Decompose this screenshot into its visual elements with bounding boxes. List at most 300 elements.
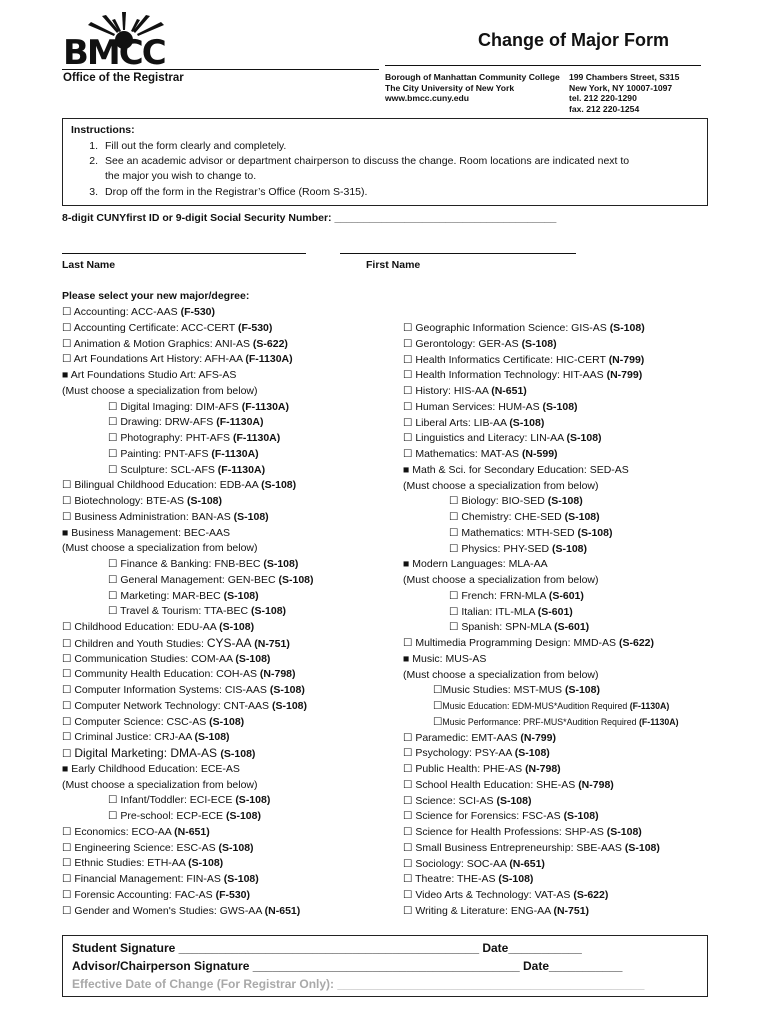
room-location: (N-651)	[264, 904, 301, 917]
office-of-registrar: Office of the Registrar	[63, 72, 184, 84]
major-label: Drawing: DRW-AFS	[120, 416, 217, 429]
major-label: Science for Health Professions: SHP-AS	[415, 826, 607, 838]
major-label: Music Studies: MST-MUS	[442, 684, 565, 697]
major-option[interactable]	[433, 683, 600, 699]
major-option[interactable]	[433, 699, 669, 715]
room-location: (N-798)	[525, 763, 561, 775]
checkbox-icon[interactable]: ☐	[108, 810, 121, 822]
college-info	[385, 72, 560, 104]
major-option[interactable]	[403, 431, 602, 447]
room-location: (S-108)	[564, 684, 600, 697]
major-option[interactable]	[62, 872, 259, 888]
room-location: (N-798)	[259, 668, 296, 681]
major-option[interactable]	[403, 746, 550, 762]
major-label: Multimedia Programming Design: MMD-AS	[415, 637, 619, 649]
major-option[interactable]	[62, 620, 254, 636]
major-label: Sociology: SOC-AA	[415, 857, 510, 870]
major-option[interactable]	[403, 384, 527, 400]
checkbox-icon[interactable]: ☐	[62, 495, 75, 507]
major-option[interactable]	[62, 478, 296, 494]
checkbox-icon[interactable]: ☐	[108, 794, 121, 807]
major-label: Human Services: HUM-AS	[415, 400, 543, 413]
major-option[interactable]	[403, 857, 545, 873]
major-option[interactable]	[449, 605, 573, 621]
major-label: Gerontology: GER-AS	[415, 337, 522, 350]
checkbox-icon[interactable]: ☐	[108, 605, 121, 618]
room-location: (F-530)	[237, 321, 273, 334]
major-option[interactable]	[62, 904, 300, 920]
major-label: Physics: PHY-SED	[461, 542, 552, 555]
checked-box-icon[interactable]: ■	[62, 762, 72, 775]
room-location: (N-651)	[174, 825, 210, 838]
room-location: (N-751)	[254, 637, 290, 650]
major-option[interactable]	[62, 746, 255, 763]
checkbox-icon[interactable]: ☐	[62, 873, 75, 885]
major-label: Early Childhood Education: ECE-AS	[71, 762, 240, 775]
checkbox-icon[interactable]: ☐	[62, 748, 75, 760]
major-label: French: FRN-MLA	[461, 589, 549, 602]
room-location: (S-108)	[606, 826, 642, 838]
major-option[interactable]	[108, 463, 265, 479]
major-label: Engineering Science: ESC-AS	[74, 841, 219, 854]
room-location: (S-108)	[542, 400, 578, 413]
room-location: (S-108)	[551, 542, 587, 555]
checkbox-icon[interactable]: ☐	[449, 605, 462, 618]
major-option[interactable]	[108, 400, 289, 416]
checked-box-icon[interactable]: ■	[62, 369, 71, 381]
major-label: Community Health Education: COH-AS	[74, 668, 260, 681]
major-option[interactable]	[403, 888, 608, 904]
room-location: (S-601)	[554, 621, 590, 634]
room-location: (S-108)	[209, 715, 245, 728]
major-label: Small Business Entrepreneurship: SBE-AAS	[415, 841, 625, 854]
checkbox-icon[interactable]: ☐	[403, 857, 416, 870]
room-location: (F-530)	[215, 888, 251, 901]
major-label: Pre-school: ECP-ECE	[120, 810, 226, 822]
room-location: (S-108)	[609, 322, 645, 334]
major-label: Chemistry: CHE-SED	[461, 511, 565, 523]
major-option[interactable]	[108, 447, 259, 463]
major-label-large: CYS-AA	[206, 635, 255, 650]
major-option[interactable]	[449, 494, 583, 510]
checkbox-icon[interactable]: ☐	[62, 731, 75, 744]
room-location: (S-108)	[498, 873, 534, 886]
major-label: Liberal Arts: LIB-AA	[415, 416, 510, 429]
major-option	[403, 573, 599, 589]
major-option[interactable]	[403, 652, 486, 668]
room-location: (S-108)	[219, 621, 255, 633]
instruction-number: 3.	[89, 186, 98, 198]
major-option[interactable]	[403, 778, 614, 794]
checkbox-icon[interactable]: ☐	[433, 700, 443, 712]
major-label: Theatre: THE-AS	[415, 873, 499, 886]
room-location: (S-622)	[618, 637, 654, 649]
major-option[interactable]	[62, 841, 254, 857]
first-name-input[interactable]	[340, 253, 576, 254]
room-location: (N-799)	[608, 353, 645, 366]
page-title: Change of Major Form	[478, 30, 670, 50]
major-option[interactable]	[108, 809, 261, 825]
logo-text: BMCC	[63, 33, 165, 73]
major-label: (Must choose a specialization from below)	[62, 542, 258, 555]
select-major-prompt: Please select your new major/degree:	[62, 290, 250, 302]
major-option[interactable]	[449, 526, 612, 542]
major-option[interactable]	[62, 526, 230, 542]
major-label: Childhood Education: EDU-AA	[74, 621, 220, 633]
major-label: (Must choose a specialization from below)	[403, 479, 599, 492]
room-location: (S-108)	[251, 605, 287, 618]
address-line: New York, NY 10007-1097	[569, 82, 673, 93]
checkbox-icon[interactable]: ☐	[62, 684, 75, 696]
checkbox-icon[interactable]: ☐	[62, 652, 75, 665]
room-location: (N-798)	[578, 778, 614, 791]
major-option[interactable]	[62, 856, 223, 872]
major-label: Science: SCI-AS	[415, 794, 497, 807]
checkbox-icon[interactable]: ☐	[62, 715, 75, 728]
major-label: Public Health: PHE-AS	[415, 763, 526, 775]
major-label: Math & Sci. for Secondary Education: SED-AS	[412, 463, 629, 476]
checkbox-icon[interactable]: ☐	[433, 715, 443, 728]
major-label: School Health Education: SHE-AS	[415, 778, 579, 791]
major-option[interactable]	[403, 794, 531, 810]
instructions-title: Instructions:	[71, 124, 135, 136]
major-label: Science for Forensics: FSC-AS	[415, 810, 564, 823]
major-label: Italian: ITL-MLA	[461, 605, 538, 618]
checkbox-icon[interactable]: ☐	[108, 589, 121, 602]
checkbox-icon[interactable]: ☐	[403, 731, 416, 744]
room-location: (S-108)	[233, 510, 269, 523]
major-label: Video Arts & Technology: VAT-AS	[415, 889, 574, 901]
major-option	[403, 668, 599, 684]
checkbox-icon[interactable]: ☐	[108, 463, 121, 476]
checkbox-icon[interactable]: ☐	[62, 353, 74, 366]
major-option[interactable]	[62, 321, 272, 337]
checked-box-icon[interactable]: ■	[403, 652, 413, 665]
instruction-number: 2.	[89, 155, 98, 167]
major-option[interactable]	[62, 715, 244, 731]
instruction-text: See an academic advisor or department chairperson to discuss the change. Room locations are indicated next to	[105, 155, 630, 167]
checkbox-icon[interactable]: ☐	[108, 416, 121, 429]
checkbox-icon[interactable]: ☐	[403, 904, 416, 917]
major-option[interactable]	[108, 415, 264, 431]
room-location: (S-108)	[223, 873, 259, 885]
major-option[interactable]	[62, 337, 288, 353]
major-option[interactable]	[403, 872, 533, 888]
major-label: Accounting Certificate: ACC-CERT	[73, 321, 238, 334]
room-location: (S-108)	[225, 810, 261, 822]
checkbox-icon[interactable]: ☐	[433, 684, 443, 697]
room-location: (S-601)	[537, 605, 573, 618]
major-label: Communication Studies: COM-AA	[74, 652, 236, 665]
room-location: (S-108)	[194, 731, 230, 744]
major-option[interactable]	[449, 510, 600, 526]
major-option[interactable]	[62, 352, 293, 368]
major-label: Travel & Tourism: TTA-BEC	[120, 605, 252, 618]
phone: tel. 212 220-1290	[569, 93, 637, 103]
room-location: (S-108)	[509, 416, 545, 429]
major-option[interactable]	[62, 636, 290, 653]
major-option[interactable]	[62, 825, 210, 841]
checkbox-icon[interactable]: ☐	[62, 510, 75, 523]
major-option[interactable]	[449, 620, 589, 636]
checked-box-icon[interactable]: ■	[403, 463, 413, 476]
major-option[interactable]	[108, 431, 280, 447]
major-label: Business Administration: BAN-AS	[74, 510, 234, 523]
major-option[interactable]	[403, 731, 556, 747]
checkbox-icon[interactable]: ☐	[449, 589, 462, 602]
major-option[interactable]	[403, 636, 654, 652]
room-location: (S-108)	[271, 699, 307, 712]
checkbox-icon[interactable]: ☐	[62, 825, 75, 838]
major-label: Music: MUS-AS	[412, 652, 487, 665]
major-label: Painting: PNT-AFS	[120, 447, 212, 460]
major-option[interactable]	[62, 730, 230, 746]
checkbox-icon[interactable]: ☐	[449, 526, 462, 539]
room-location: (N-751)	[553, 904, 590, 917]
major-option[interactable]	[62, 683, 305, 699]
room-location: (S-108)	[514, 747, 550, 760]
major-option[interactable]	[449, 542, 587, 558]
room-location: (N-651)	[509, 857, 545, 870]
major-label: Music Performance: PRF-MUS*Audition Required	[442, 716, 639, 727]
checkbox-icon[interactable]: ☐	[403, 826, 416, 838]
major-label: Photography: PHT-AFS	[120, 432, 233, 444]
checkbox-icon[interactable]: ☐	[403, 353, 416, 366]
checkbox-icon[interactable]: ☐	[403, 873, 416, 886]
major-label: Gender and Women's Studies: GWS-AA	[74, 904, 265, 917]
checkbox-icon[interactable]: ☐	[403, 889, 416, 901]
checkbox-icon[interactable]: ☐	[108, 558, 121, 570]
checkbox-icon[interactable]: ☐	[62, 306, 74, 318]
major-option[interactable]	[62, 762, 240, 778]
checkbox-icon[interactable]: ☐	[62, 321, 74, 334]
major-option[interactable]	[108, 604, 286, 620]
major-label: Bilingual Childhood Education: EDB-AA	[74, 479, 262, 492]
instruction-text: Fill out the form clearly and completely.	[105, 140, 287, 152]
major-option[interactable]	[403, 321, 645, 337]
major-option[interactable]	[403, 841, 660, 857]
room-location: (S-108)	[218, 841, 254, 854]
instruction-text: the major you wish to change to.	[105, 170, 257, 182]
major-option[interactable]	[403, 353, 644, 369]
major-label: Art Foundations Art History: AFH-AA	[73, 353, 246, 366]
major-option[interactable]	[403, 416, 544, 432]
checkbox-icon[interactable]: ☐	[403, 778, 416, 791]
major-option[interactable]	[403, 557, 548, 573]
last-name-input[interactable]	[62, 253, 306, 254]
student-signature-line[interactable]: Student Signature _____________________________________________ Date___________	[72, 941, 582, 955]
room-location: (S-108)	[563, 810, 599, 823]
checkbox-icon[interactable]: ☐	[403, 385, 416, 397]
checkbox-icon[interactable]: ☐	[403, 810, 416, 823]
major-option[interactable]	[62, 494, 222, 510]
room-location: (F-1130A)	[245, 353, 293, 366]
major-option[interactable]	[433, 715, 679, 731]
id-field[interactable]	[62, 212, 556, 224]
major-label: Marketing: MAR-BEC	[120, 589, 224, 602]
checkbox-icon[interactable]: ☐	[449, 542, 462, 555]
room-location: (S-601)	[548, 589, 584, 602]
college-line: Borough of Manhattan Community College	[385, 72, 560, 82]
major-label: Writing & Literature: ENG-AA	[415, 904, 554, 917]
major-option[interactable]	[62, 510, 269, 526]
checkbox-icon[interactable]: ☐	[62, 637, 75, 650]
checkbox-icon[interactable]: ☐	[403, 763, 416, 775]
major-label: Spanish: SPN-MLA	[461, 621, 555, 634]
room-location: (S-108)	[261, 479, 297, 492]
major-option[interactable]	[62, 888, 250, 904]
header-rule-left	[62, 69, 379, 70]
address-info	[569, 72, 679, 114]
room-location: (F-1130A)	[629, 701, 670, 711]
major-label: Digital Imaging: DIM-AFS	[120, 400, 242, 413]
header-rule	[385, 65, 701, 66]
room-location: (S-108)	[269, 684, 305, 696]
major-label: (Must choose a specialization from below)	[403, 574, 599, 586]
checkbox-icon[interactable]: ☐	[108, 432, 121, 444]
major-label: General Management: GEN-BEC	[120, 573, 279, 586]
major-option[interactable]	[62, 368, 236, 384]
room-location: (N-651)	[491, 385, 527, 397]
checkbox-icon[interactable]: ☐	[403, 448, 416, 460]
major-option[interactable]	[403, 463, 629, 479]
major-option[interactable]	[403, 337, 557, 353]
checkbox-icon[interactable]: ☐	[62, 479, 75, 492]
checked-box-icon[interactable]: ■	[403, 558, 413, 571]
checkbox-icon[interactable]: ☐	[449, 495, 462, 508]
major-option[interactable]	[62, 305, 215, 321]
major-label: Modern Languages: MLA-AA	[412, 558, 548, 571]
major-label: Business Management: BEC-AAS	[71, 526, 231, 539]
major-label: Economics: ECO-AA	[74, 825, 175, 838]
checkbox-icon[interactable]: ☐	[62, 888, 75, 901]
major-label: Linguistics and Literacy: LIN-AA	[415, 432, 567, 445]
checkbox-icon[interactable]: ☐	[403, 841, 416, 854]
major-option[interactable]	[403, 447, 558, 463]
room-location: (S-622)	[252, 337, 288, 350]
checkbox-icon[interactable]: ☐	[62, 337, 74, 350]
checkbox-icon[interactable]: ☐	[62, 841, 75, 854]
major-label: Finance & Banking: FNB-BEC	[120, 558, 264, 570]
checkbox-icon[interactable]: ☐	[403, 637, 416, 649]
fax: fax. 212 220-1254	[569, 103, 640, 114]
first-name-label: First Name	[366, 259, 421, 271]
room-location: (N-599)	[521, 448, 558, 460]
room-location: (S-108)	[263, 558, 299, 570]
checkbox-icon[interactable]: ☐	[403, 432, 416, 445]
major-label-large: Digital Marketing: DMA-AS	[74, 746, 221, 760]
room-location: (S-108)	[223, 589, 259, 602]
major-option[interactable]	[62, 699, 307, 715]
major-label: Geographic Information Science: GIS-AS	[415, 322, 610, 334]
major-label: (Must choose a specialization from below)	[403, 668, 599, 681]
room-location: (F-1130A)	[638, 716, 679, 727]
checkbox-icon[interactable]: ☐	[108, 400, 121, 413]
major-option	[62, 384, 258, 400]
major-label: Accounting: ACC-AAS	[73, 306, 181, 318]
major-label: (Must choose a specialization from below)	[62, 778, 258, 791]
major-option[interactable]	[108, 557, 298, 573]
major-label: (Must choose a specialization from below)	[62, 384, 258, 397]
major-option[interactable]	[62, 652, 270, 668]
checkbox-icon[interactable]: ☐	[403, 794, 416, 807]
major-label: Mathematics: MAT-AS	[415, 448, 522, 460]
major-label: Animation & Motion Graphics: ANI-AS	[73, 337, 253, 350]
major-label: Computer Science: CSC-AS	[74, 715, 210, 728]
checkbox-icon[interactable]: ☐	[62, 857, 75, 870]
room-location: (F-1130A)	[232, 432, 281, 444]
major-label: Financial Management: FIN-AS	[74, 873, 224, 885]
major-label: Sculpture: SCL-AFS	[120, 463, 218, 476]
college-website: www.bmcc.cuny.edu	[385, 93, 470, 103]
checkbox-icon[interactable]: ☐	[62, 699, 75, 712]
checkbox-icon[interactable]: ☐	[403, 322, 416, 334]
checkbox-icon[interactable]: ☐	[403, 400, 416, 413]
room-location: (S-108)	[278, 573, 314, 586]
major-option	[62, 541, 258, 557]
room-location: (N-799)	[520, 731, 556, 744]
checkbox-icon[interactable]: ☐	[403, 416, 416, 429]
major-label: Forensic Accounting: FAC-AS	[74, 888, 216, 901]
room-location: (S-108)	[188, 857, 224, 870]
checkbox-icon[interactable]: ☐	[62, 904, 75, 917]
major-label: Biotechnology: BTE-AS	[74, 495, 187, 507]
checkbox-icon[interactable]: ☐	[449, 511, 462, 523]
major-label: Children and Youth Studies:	[74, 637, 207, 650]
major-option[interactable]	[108, 589, 259, 605]
checkbox-icon[interactable]: ☐	[62, 621, 75, 633]
major-option[interactable]	[108, 793, 270, 809]
effective-date-line[interactable]: Effective Date of Change (For Registrar Only): ______________________________________________	[72, 977, 645, 991]
room-location: (S-108)	[235, 794, 271, 807]
instruction-number: 1.	[89, 140, 98, 152]
checked-box-icon[interactable]: ■	[62, 526, 72, 539]
major-label: Infant/Toddler: ECI-ECE	[120, 794, 236, 807]
room-location: (N-799)	[606, 369, 643, 382]
checkbox-icon[interactable]: ☐	[403, 337, 416, 350]
major-label: Mathematics: MTH-SED	[461, 526, 578, 539]
checkbox-icon[interactable]: ☐	[108, 573, 121, 586]
major-option[interactable]	[403, 400, 578, 416]
room-location: (S-108)	[220, 748, 256, 760]
room-location: (S-108)	[547, 495, 583, 508]
major-label: Health Information Technology: HIT-AAS	[415, 369, 607, 382]
major-option[interactable]	[449, 589, 584, 605]
id-blank[interactable]: ______________________________________	[334, 212, 557, 224]
advisor-signature-line[interactable]: Advisor/Chairperson Signature ________________________________________ Date___________	[72, 959, 623, 973]
room-location: (S-108)	[564, 511, 600, 523]
checkbox-icon[interactable]: ☐	[62, 668, 75, 681]
major-option[interactable]	[403, 904, 589, 920]
last-name-label: Last Name	[62, 259, 116, 271]
checkbox-icon[interactable]: ☐	[108, 447, 121, 460]
major-label: Health Informatics Certificate: HIC-CERT	[415, 353, 609, 366]
college-line: The City University of New York	[385, 82, 515, 93]
major-label: Criminal Justice: CRJ-AA	[74, 731, 195, 744]
major-option[interactable]	[403, 368, 642, 384]
major-option[interactable]	[403, 809, 599, 825]
checkbox-icon[interactable]: ☐	[403, 747, 416, 760]
checkbox-icon[interactable]: ☐	[403, 369, 416, 382]
major-option[interactable]	[62, 667, 296, 683]
major-option[interactable]	[108, 573, 314, 589]
major-label: Art Foundations Studio Art: AFS-AS	[70, 369, 237, 381]
major-option[interactable]	[403, 762, 561, 778]
checkbox-icon[interactable]: ☐	[449, 621, 462, 634]
room-location: (S-108)	[496, 794, 532, 807]
major-option[interactable]	[403, 825, 642, 841]
room-location: (F-1130A)	[216, 416, 264, 429]
